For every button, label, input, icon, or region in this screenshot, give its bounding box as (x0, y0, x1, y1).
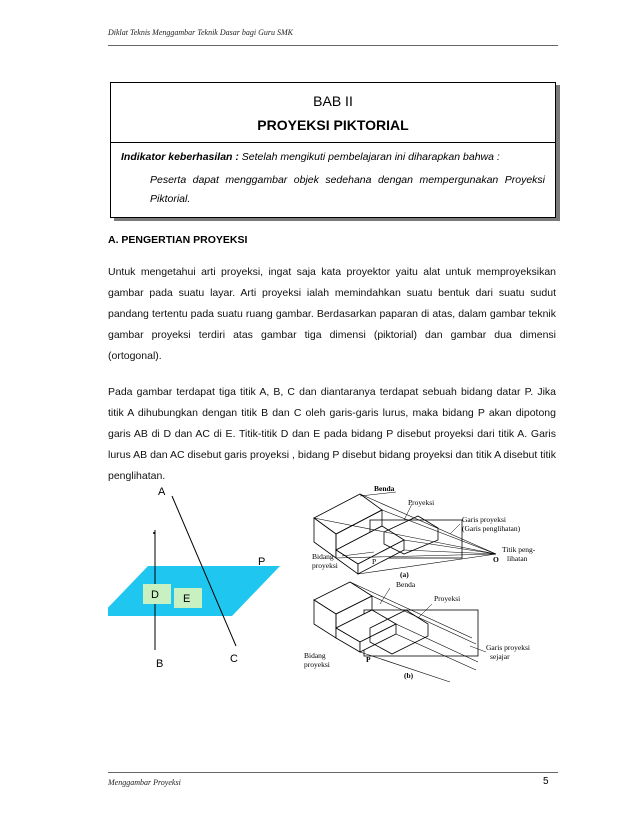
paragraph-1: Untuk mengetahui arti proyeksi, ingat saja kata proyektor yaitu alat untuk memproyeksikan gambar pada suatu layar. Arti proyeksi ialah memindahkan suatu bentuk dari suatu sudut pandang tertentu pada suatu ruang gambar. Berdasarkan paparan di atas, dalam gambar teknik gambar proyeksi terdiri atas gambar tiga dimensi (piktorial) dan gambar dua dimensi (ortogonal). (108, 266, 556, 362)
indicator-intro: Setelah mengikuti pembelajaran ini diharapkan bahwa : (241, 151, 500, 163)
caption-b: (b) (404, 671, 414, 680)
label-e: E (183, 593, 191, 605)
label-garis2-a: (Garis penglihatan) (462, 524, 521, 533)
label-proyeksi-a: Proyeksi (408, 498, 435, 507)
paragraph-2: Pada gambar terdapat tiga titik A, B, C dan diantaranya terdapat sebuah bidang datar P. Jika titik A dihubungkan dengan titik B dan C oleh garis-garis lurus, maka bidang P akan dipotong garis AB di D dan AC di E. Titik-titik D dan E pada bidang P disebut proyeksi dari titik A. Garis lurus AB dan AC disebut garis proyeksi , bidang P disebut bidang proyeksi dan titik A disebut titik penglihatan. (108, 386, 556, 482)
point-a-dot (153, 532, 155, 534)
label-garis-a: Garis proyeksi (462, 515, 506, 524)
chapter-title: PROYEKSI PIKTORIAL (257, 117, 409, 133)
chapter-number: BAB II (313, 93, 353, 109)
label-d: D (151, 589, 159, 601)
caption-a: (a) (400, 570, 409, 579)
object-b (314, 582, 396, 652)
indicator-label: Indikator keberhasilan : (121, 151, 239, 163)
label-o-a: O (493, 555, 499, 564)
label-p: P (258, 556, 266, 568)
header-rule (108, 45, 558, 46)
running-footer: Menggambar Proyeksi (108, 778, 181, 787)
label-benda-b: Benda (396, 580, 416, 589)
page-number: 5 (543, 776, 549, 787)
projection-types-figure (300, 478, 540, 690)
label-bidang2-b: proyeksi (304, 660, 330, 669)
label-c: C (230, 653, 238, 665)
label-titik2-a: lihatan (507, 554, 528, 563)
label-a: A (158, 486, 166, 498)
running-header: Diklat Teknis Menggambar Teknik Dasar bagi Guru SMK (108, 28, 293, 37)
label-p-b: P (366, 655, 371, 664)
label-benda-a: Benda (374, 484, 395, 493)
label-titik-a: Titik peng- (502, 545, 536, 554)
label-bidang2-a: proyeksi (312, 561, 338, 570)
section-heading: A. PENGERTIAN PROYEKSI (108, 234, 248, 246)
label-garis-b: Garis proyeksi (486, 643, 530, 652)
label-bidang-b: Bidang (304, 651, 326, 660)
label-p-a: P (372, 557, 377, 566)
label-proyeksi-b: Proyeksi (434, 594, 461, 603)
indicator-body: Peserta dapat menggambar objek sedehana dengan mempergunakan Proyeksi Piktorial. (150, 174, 545, 205)
indicator-box (110, 142, 556, 218)
footer-rule (108, 772, 558, 773)
label-b: B (156, 658, 164, 670)
label-bidang-a: Bidang (312, 552, 334, 561)
chapter-title-box (110, 82, 556, 143)
indicator-line (121, 151, 545, 163)
label-garis2-b: sejajar (490, 652, 510, 661)
projection-point-figure (108, 478, 308, 678)
